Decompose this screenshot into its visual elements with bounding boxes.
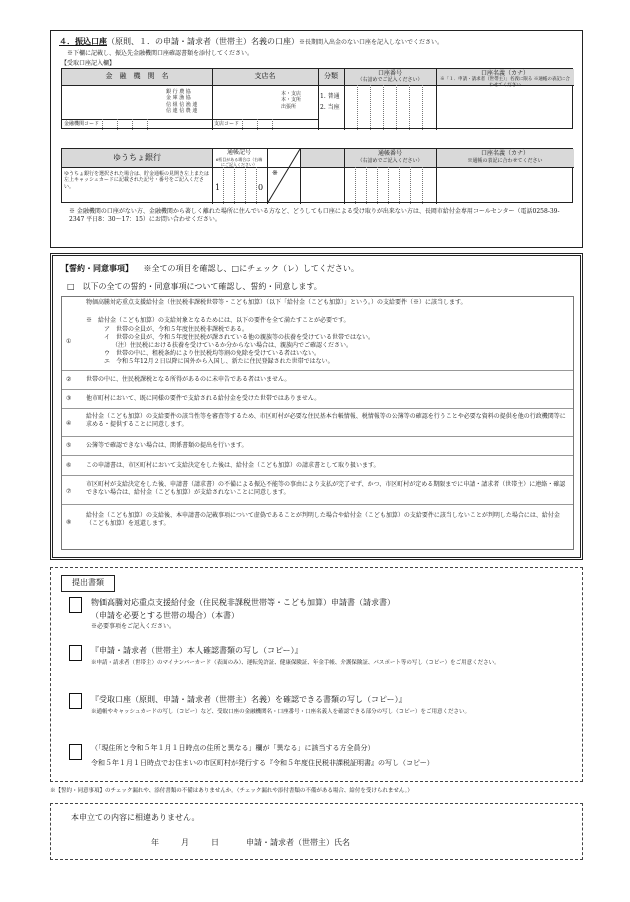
pledge-heading [61,263,576,275]
signature-name-input[interactable] [371,834,571,850]
bank-type-shinnoren[interactable]: 信 農 連 [179,107,198,114]
account-number-input[interactable] [344,85,436,130]
branch-type-honshiten[interactable]: 本・支店 [281,91,302,97]
yucho-name: ゆうちょ銀行 [113,153,161,162]
doc-checkbox-3[interactable] [69,693,82,709]
documents-title: 提出書類 [61,575,115,592]
pledge-item-3: 他市町村において、既に同様の要件で支給される給付金を受けた世帯ではありません。 [86,395,321,402]
branch-header: 支店名 [254,72,276,80]
signature-year: 年 [151,838,159,847]
pledge-item-num-4: ④ [66,420,72,427]
bottom-note: ※【誓約・同意事項】のチェック漏れや、添付書類の不備はありませんか。（チェック漏れや添付書類の不備がある場合、給付を受けられません。） [50,788,413,794]
pledge-item-num-7: ⑦ [66,488,72,495]
pledge-item-5: 公簿等で確認できない場合は、関係書類の提出を行います。 [86,442,248,449]
holder-sub: ※「１．申請・請求者（世帯主）」名義に限る ※通帳の表記に合わせてください [440,77,570,88]
branch-code-input[interactable] [242,119,287,130]
yucho-number-sub: （右詰めでご記入ください） [357,158,423,164]
signature-section [50,803,583,860]
doc-1-main: 物価高騰対応重点支援給付金（住民税非課税世帯等・こども加算）申請書（請求書） [91,598,395,607]
doc-4-main: （「現住所と令和５年１月１日時点の住所と異なる」欄が「異なる」に該当する方全員分） [91,744,375,752]
pledge-title: 【誓約・同意事項】 [61,263,133,273]
branch-type-list [281,91,317,110]
yucho-holder-header: 口座名義（カナ） [480,150,529,157]
yucho-instruction: ゆうちょ銀行を選択された場合は、貯金通帳の見開き左上または左上キャッシュカードに記載された記号・番号をご記入ください。 [64,171,210,190]
category-list [320,93,340,112]
pledge-item-8: 給付金（こども加算）の支給後、本申請書の記載事項について虚偽であることが判明した場合や給付金（こども加算）の支給要件に該当しないことが判明した場合には、給付金（こども加算）を返還します。 [86,512,560,527]
doc-1-sub: ※必要事項をご記入ください。 [91,623,176,630]
doc-checkbox-1[interactable] [69,597,82,613]
pledge-item-6: この申請書は、市区町村において支給決定をした後は、給付金（こども加算）の請求書として取り扱います。 [86,462,380,469]
yucho-symbol-sub: 6桁目がある場合は（右端にご記入ください） [215,157,263,167]
pledge-item-1d: エ 令和５年12月２日以降に国外から入国し、新たに住民登録された世帯ではない。 [104,358,334,365]
account-number-sub: （右詰めでご記入ください） [357,77,423,83]
yucho-holder-sub: ※通帳の表記に合わせてください [467,158,543,164]
pledge-item-1-note: ※ 給付金（こども加算）の支給対象となるためには、以下の要件を全て満たすことが必要です。 [86,317,350,324]
yucho-holder-input[interactable] [438,169,572,202]
pledge-item-1b-note: （注）住民税における扶養を受けているか分からない場合は、親族内でご確認ください。 [112,342,353,349]
pledge-instruction: ※全ての項目を確認し、□にチェック（レ）してください。 [143,264,359,273]
pledge-item-num-1: ① [66,338,72,345]
pledge-item-1: 物価高騰対応重点支援給付金（住民税非課税世帯等・こども加算）（以下「給付金（こども加算）」という。）の支給要件（※）に該当します。 [86,299,467,306]
holder-header: 口座名義（カナ） [480,70,529,77]
pledge-item-num-8: ⑧ [66,519,72,526]
category-header: 分類 [324,72,338,80]
pledge-item-num-6: ⑥ [66,462,72,469]
signature-label: 申請・請求者（世帯主）氏名 [246,838,350,847]
pledge-item-num-2: ② [66,376,72,383]
signature-day: 日 [211,838,219,847]
pledge-item-num-3: ③ [66,395,72,402]
doc-4-main2: 令和５年１月１日時点でお住まいの市区町村が発行する『令和５年度住民税非課税証明書』の写し（コピー） [91,759,434,767]
bank-type-list [166,89,210,114]
yucho-symbol-header: 通帳記号 [226,149,251,156]
account-table-label: 【受取口座記入欄】 [61,60,116,67]
yucho-table [61,148,573,203]
account-section-title-note: ※長期間入出金のない口座を記入しないでください。 [299,39,444,46]
pledge-items-box [61,296,574,550]
pledge-item-4: 給付金（こども加算）の支給要件の該当性等を審査等するため、市区町村が必要な住民基本台帳情報、税情報等の公簿等の確認を行うことや必要な資料の提供を他の行政機関等に求める・提供することに同意します。 [86,413,566,428]
documents-section [50,567,583,782]
bank-type-nokyo[interactable]: 農 協 [179,89,191,95]
category-current[interactable]: 2. 当座 [320,103,340,111]
bank-code-input[interactable] [102,119,162,130]
account-section-title-paren: （原則、１．の申請・請求者（世帯主）名義の口座） [107,37,299,46]
signature-statement: 本申立ての内容に相違ありません。 [71,813,200,822]
yucho-symbol-first: 1 [215,183,221,192]
pledge-item-1a: ア 世帯の全員が、令和５年度住民税非課税である。 [104,326,249,333]
bank-code-label: 金融機関コード [64,121,100,127]
bank-name-header: 金 融 機 関 名 [105,72,169,80]
pledge-item-1c: ウ 世帯の中に、租税条約により住民税均等割の免除を受けている者はいない。 [104,350,321,357]
doc-1-main2: （申請を必要とする世帯の場合）（本書） [91,611,239,620]
yucho-symbol-last: 0 [258,183,264,192]
doc-2-sub: ※申請・請求者（世帯主）のマイナンバーカード（表面のみ）、運転免許証、健康保険証、年金手帳、介護保険証、パスポート等の写し（コピー）をご用意ください。 [91,660,500,666]
pledge-check-all[interactable]: □ 以下の全ての誓約・同意事項について確認し、誓約・同意します。 [67,282,322,291]
bank-type-shinren[interactable]: 信 連 [166,107,178,114]
bank-type-bank[interactable]: 銀 行 [166,89,178,95]
account-section [50,30,583,248]
bank-type-gyokyo[interactable]: 漁 協 [179,95,191,102]
account-footer-note: ※ 金融機関の口座がない方、金融機関から著しく離れた場所に住んでいる方など、どうしても口座による受け取りが出来ない方は、長岡市給付金専用コールセンター（電話0258-39-2347 平日8：30〜17：15）にお問い合わせください。 [69,208,560,223]
account-section-sub-note: ※下欄に記載し、振込先金融機関口座確認書類を添付してください。 [67,50,254,57]
account-holder-input[interactable] [438,87,572,128]
doc-3-sub: ※通帳やキャッシュカードの写し（コピー）など、受取口座の金融機関名・口座番号・口座名義人を確認できる部分の写し（コピー）をご用意ください。 [91,709,470,715]
branch-code-label: 支店コード [214,121,240,127]
pledge-item-2: 世帯の中に、住民税課税となる所得があるのに未申告である者はいません。 [86,376,291,383]
bank-name-input[interactable] [64,87,162,117]
bank-type-shinkumi[interactable]: 信 組 [166,101,178,108]
category-ordinary[interactable]: 1. 普通 [320,93,340,100]
pledge-item-1b: イ 世帯の全員が、令和５年度住民税が課されている他の親族等の扶養を受けている世帯ではない。 [104,334,375,341]
branch-type-shutchosho[interactable]: 出張所 [281,103,297,110]
bank-type-shingyoren[interactable]: 信 漁 連 [179,101,198,108]
yucho-number-header: 通帳番号 [377,150,402,157]
bank-account-table [61,68,573,129]
doc-checkbox-4[interactable] [69,744,82,760]
yucho-asterisk: ※ [272,169,278,177]
doc-checkbox-2[interactable] [69,645,82,661]
bank-type-kinko[interactable]: 金 庫 [166,95,178,102]
signature-month: 月 [181,838,189,847]
account-section-heading [59,36,579,48]
yucho-number-input[interactable] [344,167,436,204]
pledge-item-7: 市区町村が支給決定をした後、申請書（請求書）の不備による振込不能等の事由により支払が完了せず、かつ、市区町村が定める期限までに申請・請求者（世帯主）に連絡・確認できない場合は、給付金（こども加算）が支給されないことに同意します。 [86,481,566,496]
branch-type-honshisho[interactable]: 本・支所 [281,97,302,104]
account-number-header: 口座番号 [377,70,402,77]
yucho-symbol-input[interactable] [212,167,267,204]
account-section-title: ４．振込口座 [59,36,107,46]
doc-2-main: 『申請・請求者（世帯主）本人確認書類の写し（コピー）』 [91,646,303,655]
pledge-item-num-5: ⑤ [66,442,72,449]
doc-3-main: 『受取口座（原則、申請・請求者（世帯主）名義）を確認できる書類の写し（コピー）』 [91,695,407,704]
pledge-section [50,253,583,560]
